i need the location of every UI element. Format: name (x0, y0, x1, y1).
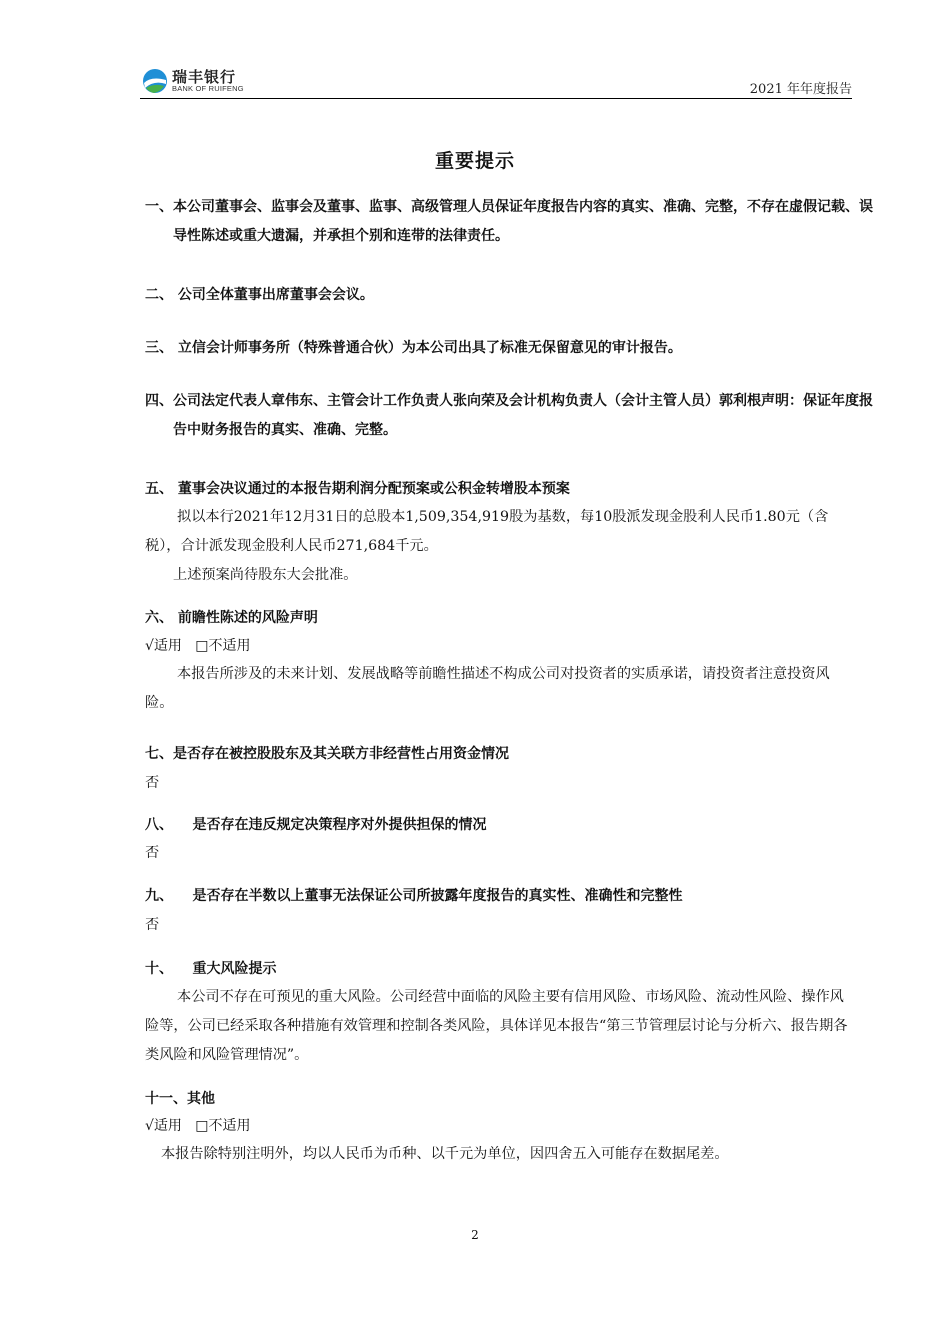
section-11-body: 本报告除特别注明外，均以人民币为币种、以千元为单位，因四舍五入可能存在数据尾差。 (161, 1146, 729, 1162)
bank-logo-icon (142, 68, 168, 94)
section-10-heading: 十、 重大风险提示 (145, 961, 277, 977)
logo-chinese-name: 瑞丰银行 (172, 68, 237, 86)
section-6-body: 本报告所涉及的未来计划、发展战略等前瞻性描述不构成公司对投资者的实质承诺，请投资者注意投资风险。 (145, 666, 830, 711)
section-6-heading: 六、 前瞻性陈述的风险声明 (145, 610, 318, 626)
section-1: 一、本公司董事会、监事会及董事、监事、高级管理人员保证年度报告内容的真实、准确、完整，不存在虚假记载、误导性陈述或重大遗漏，并承担个别和连带的法律责任。 (145, 199, 873, 244)
section-10-body: 本公司不存在可预见的重大风险。公司经营中面临的风险主要有信用风险、市场风险、流动性风险、操作风险等，公司已经采取各种措施有效管理和控制各类风险，具体详见本报告“第三节管理层讨论与分析六、报告期各类风险和风险管理情况”。 (145, 989, 848, 1063)
section-7-heading: 七、是否存在被控股股东及其关联方非经营性占用资金情况 (145, 746, 509, 762)
section-9-answer: 否 (145, 917, 160, 933)
section-11-applicability: √适用 □不适用 (145, 1118, 251, 1134)
section-5-note: 上述预案尚待股东大会批准。 (173, 567, 358, 583)
section-5-heading: 五、 董事会决议通过的本报告期利润分配预案或公积金转增股本预案 (145, 481, 570, 497)
page-header (140, 64, 852, 100)
section-5-body: 拟以本行2021年12月31日的总股本1,509,354,919股为基数，每10股派发现金股利人民币1.80元（含税），合计派发现金股利人民币271,684千元。 (145, 509, 829, 554)
page-number: 2 (471, 1228, 479, 1242)
section-2: 二、 公司全体董事出席董事会会议。 (145, 287, 374, 303)
header-divider (140, 98, 852, 99)
section-11-heading: 十一、其他 (145, 1091, 215, 1107)
section-8-answer: 否 (145, 845, 160, 861)
section-7-answer: 否 (145, 775, 160, 791)
section-3: 三、 立信会计师事务所（特殊普通合伙）为本公司出具了标准无保留意见的审计报告。 (145, 340, 682, 356)
section-8-heading: 八、 是否存在违反规定决策程序对外提供担保的情况 (145, 817, 487, 833)
report-title: 2021 年年度报告 (749, 82, 852, 97)
page-title: 重要提示 (434, 150, 515, 172)
bank-logo (140, 64, 280, 98)
section-9-heading: 九、 是否存在半数以上董事无法保证公司所披露年度报告的真实性、准确性和完整性 (145, 888, 683, 904)
section-6-applicability: √适用 □不适用 (145, 638, 251, 654)
section-4: 四、公司法定代表人章伟东、主管会计工作负责人张向荣及会计机构负责人（会计主管人员）郭利根声明：保证年度报告中财务报告的真实、准确、完整。 (145, 393, 873, 438)
logo-english-name: BANK OF RUIFENG (172, 84, 244, 93)
